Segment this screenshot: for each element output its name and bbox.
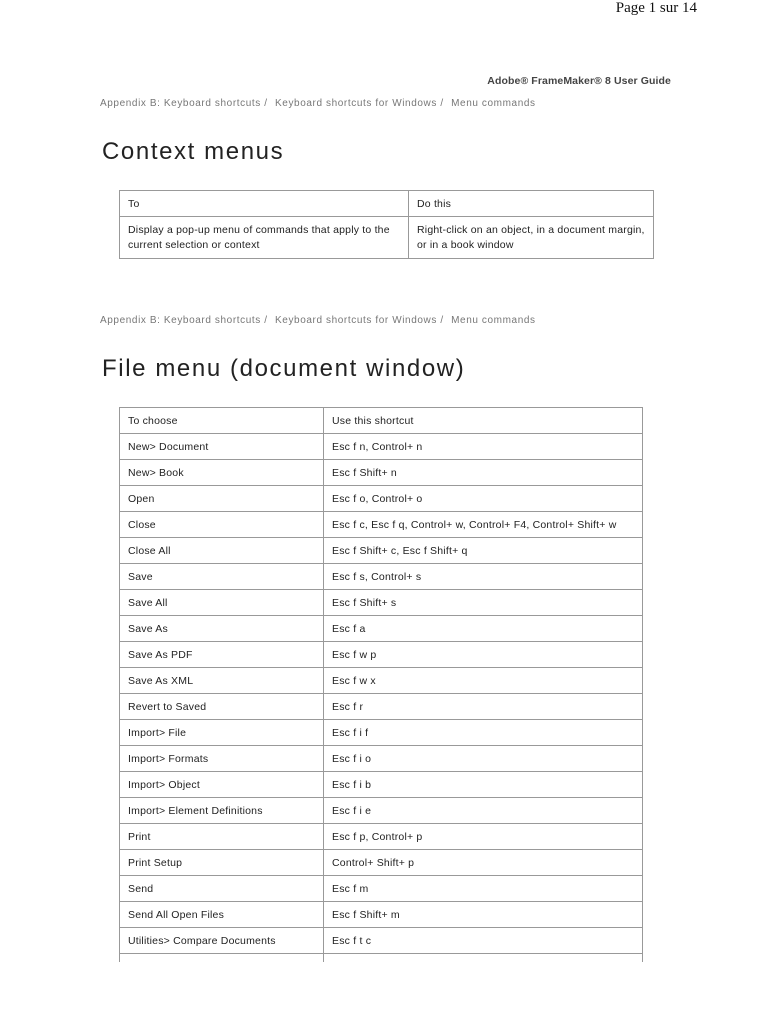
shortcut-cell: Esc f m [324, 876, 643, 902]
menu-command-cell: New> Book [120, 460, 324, 486]
menu-command-cell: Close All [120, 538, 324, 564]
shortcut-cell: Esc f i f [324, 720, 643, 746]
shortcut-cell: Esc f Shift+ s [324, 590, 643, 616]
context-menus-heading: Context menus [102, 138, 285, 165]
menu-command-cell: Save All [120, 590, 324, 616]
table-row [120, 538, 643, 564]
menu-command-cell: Import> Object [120, 772, 324, 798]
table-row-partial [120, 954, 643, 963]
table-row [120, 616, 643, 642]
breadcrumb-link[interactable]: Keyboard shortcuts for Windows / [275, 315, 444, 326]
breadcrumb-link[interactable]: Menu commands [451, 98, 536, 109]
table-row [120, 928, 643, 954]
shortcut-cell: Esc f s, Control+ s [324, 564, 643, 590]
menu-command-cell: Send All Open Files [120, 902, 324, 928]
menu-command-cell: Save [120, 564, 324, 590]
shortcut-cell: Esc f w p [324, 642, 643, 668]
menu-command-cell: Close [120, 512, 324, 538]
shortcut-cell: Esc f i b [324, 772, 643, 798]
menu-command-cell: Utilities> Compare Documents [120, 928, 324, 954]
breadcrumb-link[interactable]: Menu commands [451, 315, 536, 326]
table-row [120, 824, 643, 850]
menu-command-cell: Save As [120, 616, 324, 642]
shortcut-cell: Esc f i e [324, 798, 643, 824]
table-row [120, 798, 643, 824]
table-cell: Right-click on an object, in a document margin, or in a book window [409, 217, 654, 259]
context-menus-table [119, 190, 654, 259]
table-row [120, 902, 643, 928]
menu-command-cell: Print Setup [120, 850, 324, 876]
shortcut-cell: Esc f r [324, 694, 643, 720]
menu-command-cell: New> Document [120, 434, 324, 460]
table-row [120, 746, 643, 772]
shortcut-cell: Esc f Shift+ c, Esc f Shift+ q [324, 538, 643, 564]
table-row [120, 850, 643, 876]
table-row [120, 486, 643, 512]
table-row [120, 512, 643, 538]
column-header: Use this shortcut [324, 408, 643, 434]
column-header: Do this [409, 191, 654, 217]
table-row [120, 772, 643, 798]
shortcut-cell: Control+ Shift+ p [324, 850, 643, 876]
table-row [120, 564, 643, 590]
shortcut-cell: Esc f Shift+ n [324, 460, 643, 486]
menu-command-cell: Print [120, 824, 324, 850]
table-row [120, 642, 643, 668]
menu-command-cell: Import> Formats [120, 746, 324, 772]
table-row [120, 460, 643, 486]
menu-command-cell: Save As XML [120, 668, 324, 694]
menu-command-cell: Send [120, 876, 324, 902]
table-row [120, 217, 654, 259]
menu-command-cell: Open [120, 486, 324, 512]
shortcut-cell: Esc f p, Control+ p [324, 824, 643, 850]
column-header: To [120, 191, 409, 217]
menu-command-cell: Import> File [120, 720, 324, 746]
table-row [120, 668, 643, 694]
breadcrumb [100, 98, 540, 109]
file-menu-table [119, 407, 643, 962]
table-cell [324, 954, 643, 963]
guide-title: Adobe® FrameMaker® 8 User Guide [487, 75, 671, 87]
table-row [120, 694, 643, 720]
shortcut-cell: Esc f n, Control+ n [324, 434, 643, 460]
table-header-row [120, 191, 654, 217]
table-row [120, 434, 643, 460]
table-cell: Display a pop-up menu of commands that apply to the current selection or context [120, 217, 409, 259]
shortcut-cell: Esc f w x [324, 668, 643, 694]
shortcut-cell: Esc f t c [324, 928, 643, 954]
shortcut-cell: Esc f i o [324, 746, 643, 772]
table-cell [120, 954, 324, 963]
column-header: To choose [120, 408, 324, 434]
file-menu-heading: File menu (document window) [102, 355, 466, 382]
breadcrumb-link[interactable]: Appendix B: Keyboard shortcuts / [100, 315, 268, 326]
shortcut-cell: Esc f Shift+ m [324, 902, 643, 928]
shortcut-cell: Esc f c, Esc f q, Control+ w, Control+ F4, Control+ Shift+ w [324, 512, 643, 538]
table-row [120, 720, 643, 746]
table-row [120, 876, 643, 902]
table-header-row [120, 408, 643, 434]
menu-command-cell: Import> Element Definitions [120, 798, 324, 824]
menu-command-cell: Save As PDF [120, 642, 324, 668]
shortcut-cell: Esc f a [324, 616, 643, 642]
breadcrumb [100, 315, 540, 326]
breadcrumb-link[interactable]: Keyboard shortcuts for Windows / [275, 98, 444, 109]
menu-command-cell: Revert to Saved [120, 694, 324, 720]
page-number: Page 1 sur 14 [615, 0, 697, 16]
table-row [120, 590, 643, 616]
shortcut-cell: Esc f o, Control+ o [324, 486, 643, 512]
breadcrumb-link[interactable]: Appendix B: Keyboard shortcuts / [100, 98, 268, 109]
